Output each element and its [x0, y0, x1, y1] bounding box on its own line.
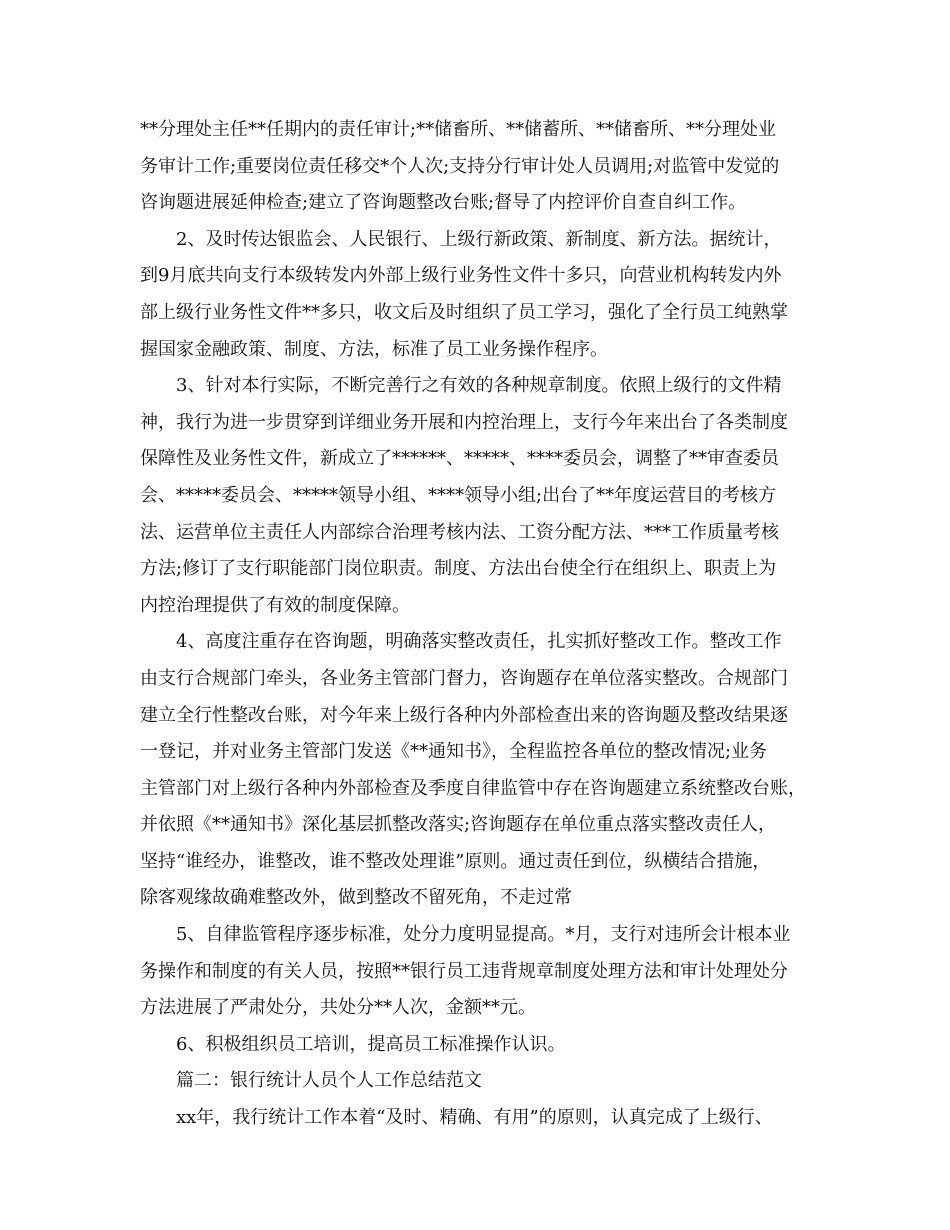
text-line: 3、针对本行实际，不断完善行之有效的各种规章制度。依照上级行的文件精: [176, 375, 782, 397]
text-line: 坚持“谁经办，谁整改，谁不整改处理谁”原则。通过责任到位，纵横结合措施，: [140, 850, 771, 872]
text-line: 2、及时传达银监会、人民银行、上级行新政策、新制度、新方法。据统计，: [176, 228, 782, 250]
text-line: 到9月底共向支行本级转发内外部上级行业务性文件十多只，向营业机构转发内外: [140, 265, 782, 287]
text-line: 神，我行为进一步贯穿到详细业务开展和内控治理上，支行今年来出台了各类制度: [140, 411, 788, 433]
text-line: 由支行合规部门牵头，各业务主管部门督力，咨询题存在单位落实整改。合规部门: [140, 667, 788, 689]
text-line: 6、积极组织员工培训，提高员工标准操作认识。: [176, 1033, 566, 1055]
text-line: 建立全行性整改台账，对今年来上级行各种内外部检查出来的咨询题及整改结果逐: [140, 704, 788, 726]
text-line: 握国家金融政策、制度、方法，标准了员工业务操作程序。: [140, 338, 608, 360]
text-line: 5、自律监管程序逐步标准，处分力度明显提高。*月，支行对违所会计根本业: [176, 924, 791, 946]
text-line: 务操作和制度的有关人员，按照**银行员工违背规章制度处理方法和审计处理处分: [140, 960, 788, 982]
text-line: 篇二：银行统计人员个人工作总结范文: [176, 1070, 482, 1092]
text-line: **分理处主任**任期内的责任审计;**储畜所、**储蓄所、**储畜所、**分理处业: [140, 119, 777, 140]
text-line: 保障性及业务性文件，新成立了******、*****、****委员会，调整了**审查委员: [140, 448, 779, 470]
text-line: 主管部门对上级行各种内外部检查及季度自律监管中存在咨询题建立系统整改台账，: [140, 777, 806, 799]
text-line: 除客观缘故确难整改外，做到整改不留死角，不走过常: [140, 887, 572, 909]
text-line: 务审计工作;重要岗位责任移交*个人次;支持分行审计处人员调用;对监管中发觉的: [140, 155, 780, 177]
text-line: 并依照《**通知书》深化基层抓整改落实;咨询题存在单位重点落实整改责任人，: [140, 814, 777, 836]
text-line: 部上级行业务性文件**多只，收文后及时组织了员工学习，强化了全行员工纯熟掌: [140, 301, 788, 323]
text-line: 内控治理提供了有效的制度保障。: [140, 594, 410, 616]
text-line: 4、高度注重存在咨询题，明确落实整改责任，扎实抓好整改工作。整改工作: [176, 631, 782, 653]
text-line: 法、运营单位主责任人内部综合治理考核内法、工资分配方法、***工作质量考核: [140, 521, 779, 543]
document-body: [140, 112, 830, 1137]
text-line: 会、*****委员会、*****领导小组、****领导小组;出台了**年度运营目的考核方: [140, 484, 777, 506]
text-line: xx年，我行统计工作本着“及时、精确、有用”的原则，认真完成了上级行、: [176, 1107, 773, 1129]
text-line: 一登记，并对业务主管部门发送《**通知书》，全程监控各单位的整改情况;业务: [140, 741, 768, 763]
text-line: 方法进展了严肃处分，共处分**人次，金额**元。: [140, 997, 536, 1019]
text-line: 方法;修订了支行职能部门岗位职责。制度、方法出台使全行在组织上、职责上为: [140, 558, 777, 580]
text-line: 咨询题进展延伸检查;建立了咨询题整改台账;督导了内控评价自查自纠工作。: [140, 192, 747, 214]
